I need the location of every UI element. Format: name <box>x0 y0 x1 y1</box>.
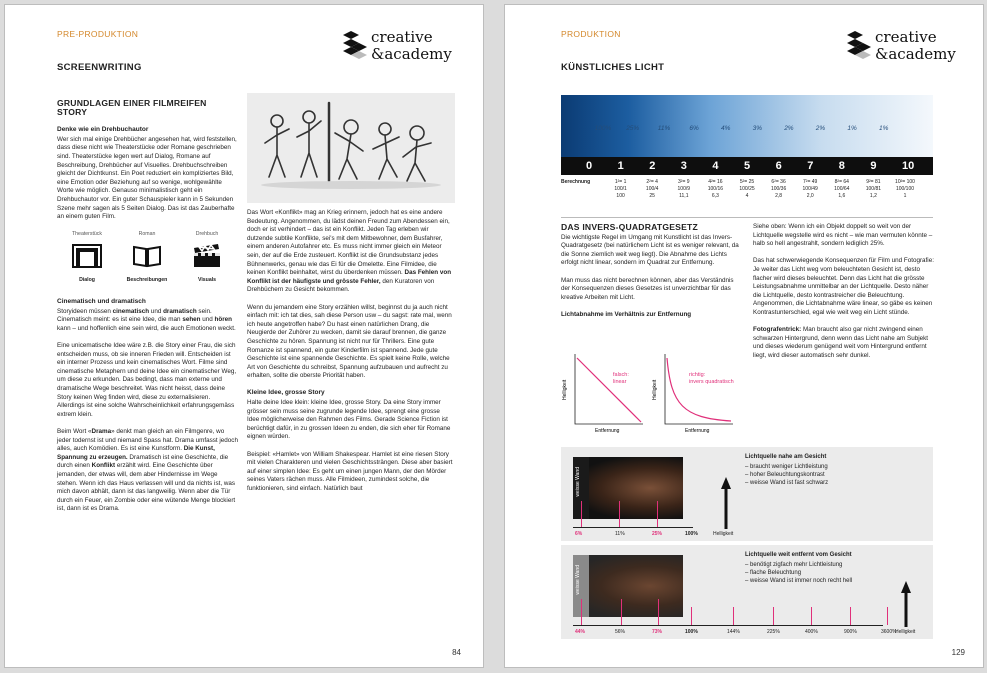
face-photo-far <box>573 555 683 617</box>
distance-scale <box>561 157 933 175</box>
graph1-label: linear <box>613 379 627 385</box>
section-heading: GRUNDLAGEN EINER FILMREIFEN STORY <box>57 98 207 117</box>
subheading: Kleine Idee, grosse Story <box>247 389 325 397</box>
close-light-block <box>561 447 933 541</box>
calc-label: Berechnung <box>561 179 591 185</box>
left-page <box>4 4 484 668</box>
scale-tick-label: 9 <box>870 160 877 172</box>
right-column-1 <box>561 223 741 320</box>
scale-label: 144% <box>727 629 740 635</box>
divider <box>561 217 933 218</box>
calc-cell: 8²= 64 100/64 1,6 <box>834 179 850 199</box>
brightness-arrow-icon <box>901 581 911 627</box>
brightness-arrow-icon <box>721 477 731 529</box>
wall-label: weisse Wand <box>575 565 581 595</box>
left-column-1 <box>57 99 239 523</box>
page-number: 129 <box>951 648 965 657</box>
graph-y-label: Helligkeit <box>652 379 658 400</box>
logo-mark-icon <box>343 31 367 63</box>
subheading: Denke wie ein Drehbuchautor <box>57 126 149 134</box>
scale-label: 225% <box>767 629 780 635</box>
paragraph: Wer sich mal einige Drehbücher angesehen hat, wird feststellen, dass diese nicht wie Theaterstücke oder Romane geschrieben sind. Theaterstücke legen wert auf Dialog, Romane auf Beschreibung, Drehbücher auf Visuelles. Drehbuchschreiben gleicht der Dichtkunst. Ein Poet reduziert ein kompliziertes Bild, eine Emotion oder Beziehung auf so wenige, wohlgewählte Worte wie möglich. Genauso minimalistisch geht ein Drehbuchautor vor. Ein guter Schauspieler kann in 5 Sekunden Szene mehr sagen als 5 Seiten Dialog. Das ist das Zauberhafte an einem guten Film. <box>57 135 237 221</box>
paragraph: Beim Wort «Drama» denkt man gleich an ein Filmgenre, wo jeder todernst ist und niemand Spass hat. Drama umfasst jedoch alles, auch Komödien. Es ist eine Kunstform. Die Kunst, Spannung zu erzeugen. Dramatisch ist eine Geschichte, die durch einen Konflikt erzählt wird. Eine Geschichte über jemanden, der etwas will, dem aber Hindernisse im Wege stehen. Wenn ich das Haus verlassen will und da nichts ist, was mich davon abhält, dann ist das langweilig. Wenn aber die Tür durch ein Feuer, ein Zombie oder eine wütende Menge blockiert ist, dann ist es Drama. <box>57 428 238 513</box>
percentage-label: 25% <box>626 125 640 132</box>
wall-label: weisse Wand <box>575 467 581 497</box>
percentage-label: 6% <box>689 125 699 132</box>
scale-label: 44% <box>575 629 586 635</box>
section-tag: PRODUKTION <box>561 29 621 39</box>
scale-tick <box>733 607 734 625</box>
scale-tick-label: 10 <box>902 160 915 172</box>
subheading: Cinematisch und dramatisch <box>57 298 146 306</box>
scale-label: 100% <box>685 531 698 537</box>
light-falloff-banner <box>561 95 933 175</box>
logo-text: creative &academy <box>875 28 956 63</box>
scale-tick-label: 5 <box>744 160 751 172</box>
right-page <box>504 4 984 668</box>
calc-cell: 4²= 16 100/16 6,3 <box>707 179 724 199</box>
calc-cell: 9²= 81 100/81 1,2 <box>865 179 882 199</box>
scale-tick-label: 3 <box>680 160 687 172</box>
conflict-sketch-illustration <box>247 93 455 203</box>
scale-label: 25% <box>652 531 663 537</box>
paragraph: Fotografentrick: Man braucht also gar nicht zwingend einen schwarzen Hintergrund, denn wenn das Licht nahe am Subjekt und dieses wiederum genügend weit vom Hintergrund entfernt liegt, wird dieser automatisch sehr dunkel. <box>753 326 929 359</box>
section-tag: PRE-PRODUKTION <box>57 29 139 39</box>
left-column-2 <box>247 209 453 502</box>
brightness-scale-line <box>573 625 883 626</box>
logo <box>343 29 455 69</box>
scale-tick-label: 8 <box>838 160 845 172</box>
scale-tick <box>581 599 582 625</box>
scale-tick-label: 6 <box>775 160 782 172</box>
scale-tick <box>887 607 888 625</box>
percentage-label: 1% <box>879 125 889 132</box>
page-title: KÜNSTLICHES LICHT <box>561 62 665 73</box>
face-photo-close <box>573 457 683 519</box>
calc-cell: 5²= 25 100/25 4 <box>739 179 755 199</box>
paragraph: Storyideen müssen cinematisch und dramatisch sein. Cinematisch meint: es ist eine Idee, die man sehen und hören kann – und hoffenlich eine sein wird, die auch Emotionen weckt. <box>57 307 236 332</box>
percentage-label: 2% <box>815 125 826 132</box>
paragraph: Beispiel: «Hamlet» von William Shakespear. Hamlet ist eine riesen Story mit vielen Charakteren und vielen Geschichtssträngen. Diese aber basiert auf einer simplen Idee: Es geht um einen jungen Mann, der den Mörder seines Vaters rächen muss. Alle Filmideen, zumindest solche, die funktionieren, sind einfach. Natürlich baut <box>247 450 453 492</box>
graph-y-label: Helligkeit <box>562 379 568 400</box>
page-title: SCREENWRITING <box>57 62 142 73</box>
logo-text: creative &academy <box>371 28 452 63</box>
block-info: Lichtquelle weit entfernt vom Gesicht – benötigt zigfach mehr Lichtleistung – flache Beleuchtung – weisse Wand ist immer noch recht hell <box>745 552 853 584</box>
book-icon <box>132 244 162 268</box>
scale-label: 400% <box>805 629 818 635</box>
scale-tick-label: 2 <box>649 160 656 172</box>
scale-tick-label: 7 <box>807 160 814 172</box>
calc-cell: 3²= 9 100/9 11,1 <box>677 179 691 199</box>
icon-book: Roman Beschreibungen <box>126 231 168 283</box>
scale-tick <box>850 607 851 625</box>
logo <box>847 29 959 69</box>
calc-cell: 7²= 49 100/49 2,0 <box>802 179 818 199</box>
helligkeit-label: Helligkeit <box>895 629 916 635</box>
paragraph: Das Wort «Konflikt» mag an Krieg erinnern, jedoch hat es eine andere Bedeutung. Angenommen, du lädst deinen Freund zum Abendessen ein, doch er ist verhindert – das ist ein Konflikt. Jeden Tag erleben wir dutzende subtile Konflikte, sei's mit dem Mitbewohner, dem Busfahrer, einem anderen Autofahrer etc. Es muss nicht immer gleich ein Meteor sein, der auf die Erde zusteuert. Konflikt ist die Grundsubstanz jedes Bühnenwerks, genau wie das Ei für die Omelette. Eine Filmidee, die keinen Konflikt beinhaltet, wirst du überdenken müssen. Das Fehlen von Konflikt ist der häufigste und grösste Fehler, den Kuratoren von Drehbüchern zu Gesicht bekommen. <box>247 209 452 294</box>
stick-figures-illustration <box>247 93 455 203</box>
page-number: 84 <box>452 648 461 657</box>
scale-tick <box>811 607 812 625</box>
graph2-label: invers quadratisch <box>689 379 734 385</box>
paragraph: Eine unicematische Idee wäre z.B. die Story einer Frau, die sich entscheiden muss, ob sie inneren Frieden will. Entscheiden ist ein interner Prozess und kein cinematisches Wort. Filme sind cinematische Metaphern und deine Idee ein cinematischer Weg, um diese zu erkunden. Das bedingt, dass man externe und dramatische Wege beschreitet. Was nicht heisst, dass deine Story keinen Weg finden wird, diese zu externalisieren. Allerdings ist eine solche Wahrscheinlichkeit erfahrungsgemäss extrem klein. <box>57 342 237 418</box>
brightness-scale-line <box>573 527 693 528</box>
scale-label: 11% <box>615 531 625 537</box>
paragraph: Die wichtigste Regel im Umgang mit Kunstlicht ist das Invers-Quadratgesetz (bei natürlichem Licht ist es weniger relevant, da die Sonne ziemlich weit weg liegt). Die Abnahme des Lichts erfolgt nicht linear, sondern im Quadrat zur Entfernung. <box>561 233 739 267</box>
scale-tick-label: 0 <box>586 160 593 172</box>
percentage-label: 3% <box>752 125 762 132</box>
helligkeit-label: Helligkeit <box>713 531 734 537</box>
icon-row <box>57 230 237 284</box>
percentage-label: 100% <box>594 125 612 132</box>
right-column-2 <box>753 223 935 369</box>
scale-tick-label: 1 <box>617 160 624 172</box>
theater-icon <box>72 244 102 268</box>
scale-tick <box>621 599 622 625</box>
percentage-label: 4% <box>721 125 731 132</box>
calc-cell: 10²= 100 100/100 1 <box>895 179 915 199</box>
block-info: Lichtquelle nahe am Gesicht – braucht weniger Lichtleistung – hoher Beleuchtungskontrast – weisse Wand ist fast schwarz <box>745 454 829 486</box>
percentage-label: 11% <box>657 125 671 132</box>
paragraph: Siehe oben: Wenn ich ein Objekt doppelt so weit von der Lichtquelle wegstelle wird es nicht – wie man vermuten könnte – halb so hell angestrahlt, sondern lediglich 25%. <box>753 223 933 248</box>
logo-mark-icon <box>847 31 871 63</box>
scale-label: 73% <box>652 629 663 635</box>
falloff-graphs <box>561 350 741 440</box>
calc-cell: 6²= 36 100/36 2,8 <box>770 179 787 199</box>
paragraph: Wenn du jemandem eine Story erzählen willst, beginnst du ja auch nicht einfach mit: ich tat dies, sah diese Person usw – du sagst: rate mal, wenn ich heute angetroffen habe? Du hast einen natürlichen Drang, die Neugierde der Zuhörer zu wecken, damit sie darauf brennen, die ganze Geschichte zu hören. Spannung ist nicht nur für Thrillers. Eine gute Romanze ist spannend, ein guter Kinderfilm ist spannend. Jede gute Geschichte ist eine spannende Geschichte. Es spielt keine Rolle, welche Art von Geschichte du schreibst, Spannung aufzubauen und aufrecht zu erhalten, sollte die oberste Priorität haben. <box>247 303 452 380</box>
graph-x-label: Entfernung <box>595 428 620 434</box>
paragraph: Halte deine Idee klein: kleine Idee, grosse Story. Da eine Story immer grösser sein muss seine zugrunde legende Idee, sprengt eine grosse Idee möglicherweise den Rahmen des Films. Gerade Science Fiction ist berüchtigt dafür, in zu grossen Ideen zu enden, die sich eher für Romane eignen würden. <box>247 399 451 441</box>
graph2-label: richtig: <box>689 372 706 378</box>
scale-tick <box>773 607 774 625</box>
scale-label: 3600% <box>881 629 897 635</box>
scale-label: 56% <box>615 629 626 635</box>
percentage-label: 1% <box>847 125 857 132</box>
scale-label: 900% <box>844 629 857 635</box>
calc-cell: 1²= 1 100/1 100 <box>614 179 627 199</box>
icon-clapper: Drehbuch Visuals <box>177 230 237 284</box>
scale-label: 100% <box>685 629 698 635</box>
paragraph: Man muss das nicht berechnen können, aber das Verständnis der Konsequenzen dieses Gesetzes ist unverzichtbar für das kreative Arbeiten mit Licht. <box>561 276 734 301</box>
graph-title: Lichtabnahme im Verhältnis zur Entfernung <box>561 310 692 318</box>
percentage-label: 2% <box>784 125 794 132</box>
scale-tick-label: 4 <box>712 160 719 172</box>
clapperboard-icon <box>192 244 222 268</box>
graph-x-label: Entfernung <box>685 428 710 434</box>
graph1-label: falsch: <box>613 372 629 378</box>
icon-theater: Theaterstück Dialog <box>72 231 102 283</box>
scale-tick <box>658 599 659 625</box>
scale-label: 6% <box>575 531 583 537</box>
far-light-block <box>561 545 933 639</box>
inverse-square-curve <box>667 358 731 421</box>
linear-curve <box>577 358 641 422</box>
calc-cell: 2²= 4 100/4 25 <box>645 179 659 199</box>
paragraph: Das hat schwerwiegende Konsequenzen für Film und Fotografie: Je weiter das Licht weg vom beleuchteten Gesicht ist, desto flacher wird dieses beleuchtet. Denn das Licht hat die grösste Leistungsabnahme unmittelbar an der Lichtquelle. Desto näher die Lichtquelle, desto kontrastreicher die Beleuchtung. Angenommen, die Lichtabnahme wäre linear, so gäbe es keinen Kontrastunterschied, egal wie weit weg ein Licht stünde. <box>753 257 934 316</box>
section-heading: DAS INVERS-QUADRATGESETZ <box>561 222 698 232</box>
scale-tick <box>691 607 692 625</box>
